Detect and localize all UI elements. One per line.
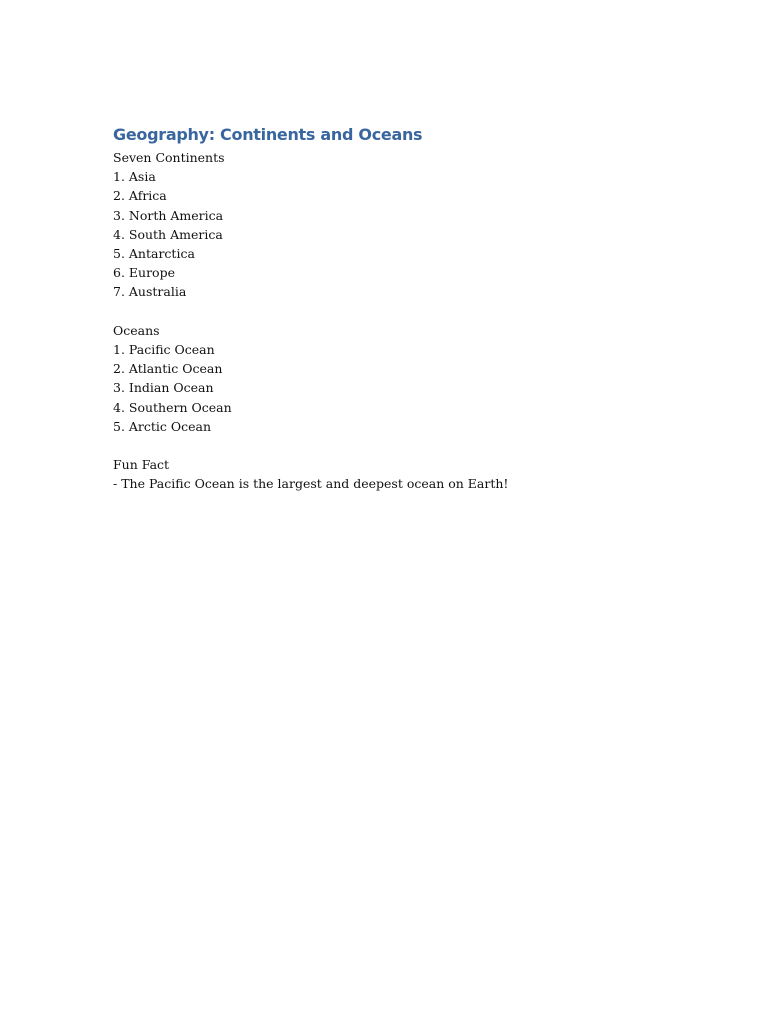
continent-item: 6. Europe [113, 265, 175, 281]
ocean-item: 5. Arctic Ocean [113, 418, 212, 434]
oceans-heading: Oceans [113, 322, 160, 338]
continent-item: 7. Australia [113, 284, 187, 300]
fun-fact-section [113, 455, 713, 493]
ocean-item: 2. Atlantic Ocean [113, 361, 223, 377]
paragraph-spacer [113, 302, 713, 321]
continent-item: 1. Asia [113, 169, 156, 185]
ocean-item: 3. Indian Ocean [113, 380, 214, 396]
continent-item: 3. North America [113, 207, 224, 223]
paragraph-spacer [113, 436, 713, 455]
document-title: Geography: Continents and Oceans [113, 125, 423, 144]
fun-fact-heading: Fun Fact [113, 457, 170, 473]
continents-heading: Seven Continents [113, 150, 225, 165]
continents-section [113, 148, 713, 302]
document-body [113, 125, 713, 494]
continent-item: 5. Antarctica [113, 246, 195, 262]
continent-item: 4. South America [113, 226, 223, 242]
ocean-item: 4. Southern Ocean [113, 399, 232, 415]
oceans-section [113, 321, 713, 436]
ocean-item: 1. Pacific Ocean [113, 342, 215, 358]
continent-item: 2. Africa [113, 188, 167, 204]
fun-fact-text: - The Pacific Ocean is the largest and deepest ocean on Earth! [113, 476, 509, 492]
